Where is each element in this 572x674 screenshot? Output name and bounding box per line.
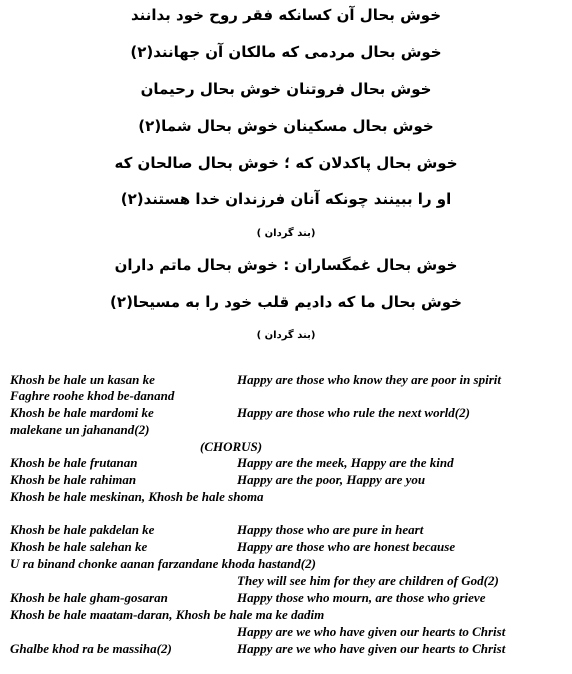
persian-line: او را ببینند چونکه آنان فرزندان خدا هستند(۲) (120, 190, 452, 208)
lyric-row (0, 522, 572, 538)
persian-line: خوش بحال مسکینان خوش بحال شما(۲) (138, 117, 434, 135)
transliteration: Khosh be hale frutanan (10, 455, 138, 470)
transliteration: Khosh be hale maatam-daran, Khosh be hale ma ke dadim (10, 607, 325, 622)
transliteration: Khosh be hale pakdelan ke (10, 522, 155, 537)
lyric-row (0, 489, 572, 505)
lyric-row (0, 422, 572, 438)
transliteration: Khosh be hale mardomi ke (10, 405, 154, 420)
lyric-row (0, 624, 572, 640)
transliteration: Khosh be hale meskinan, Khosh be hale shoma (10, 489, 264, 504)
lyric-row (0, 472, 572, 488)
translation: Happy are we who have given our hearts to Christ (237, 624, 506, 639)
translation: Happy are those who are honest because (237, 539, 456, 554)
persian-chorus-label: (بند گردان ) (256, 228, 316, 239)
translation: Happy are we who have given our hearts to Christ (237, 641, 506, 656)
transliteration: malekane un jahanand(2) (10, 422, 150, 437)
translation: Happy are those who rule the next world(2) (237, 405, 470, 420)
transliteration: Khosh be hale salehan ke (10, 539, 148, 554)
lyric-row (0, 556, 572, 572)
transliteration: Khosh be hale gham-gosaran (10, 590, 168, 605)
persian-line: خوش بحال پاکدلان که ؛ خوش بحال صالحان که (114, 154, 458, 172)
persian-line: خوش بحال ما که دادیم قلب خود را به مسیحا(۲) (110, 293, 462, 311)
chorus-label: (CHORUS) (200, 439, 263, 454)
persian-line: خوش بحال غمگساران : خوش بحال ماتم داران (114, 256, 458, 274)
transliteration: Faghre roohe khod be-danand (10, 388, 175, 403)
translation: Happy are those who know they are poor in spirit (237, 372, 501, 387)
lyric-row (0, 372, 572, 388)
lyric-row (0, 455, 572, 471)
lyric-row (0, 405, 572, 421)
lyric-row (0, 388, 572, 404)
lyric-row (0, 539, 572, 555)
transliteration: Ghalbe khod ra be massiha(2) (10, 641, 172, 656)
lyric-row (0, 573, 572, 589)
translation: Happy those who are pure in heart (237, 522, 424, 537)
transliteration: Khosh be hale un kasan ke (10, 372, 155, 387)
lyric-row (0, 641, 572, 657)
translation: Happy those who mourn, are those who grieve (237, 590, 486, 605)
translation: Happy are the meek, Happy are the kind (237, 455, 454, 470)
lyric-row (0, 590, 572, 606)
persian-line: خوش بحال مردمی که مالکان آن جهانند(۲) (130, 43, 442, 61)
lyric-row (0, 607, 572, 623)
translation: Happy are the poor, Happy are you (237, 472, 426, 487)
chorus-label-row (0, 439, 572, 455)
persian-line: خوش بحال آن کسانکه فقر روح خود بدانند (130, 6, 442, 24)
transliteration: Khosh be hale rahiman (10, 472, 137, 487)
persian-line: خوش بحال فروتنان خوش بحال رحیمان (140, 80, 432, 98)
persian-chorus-label: (بند گردان ) (256, 330, 316, 341)
translation: They will see him for they are children of God(2) (237, 573, 499, 588)
transliteration: U ra binand chonke aanan farzandane khoda hastand(2) (10, 556, 316, 571)
